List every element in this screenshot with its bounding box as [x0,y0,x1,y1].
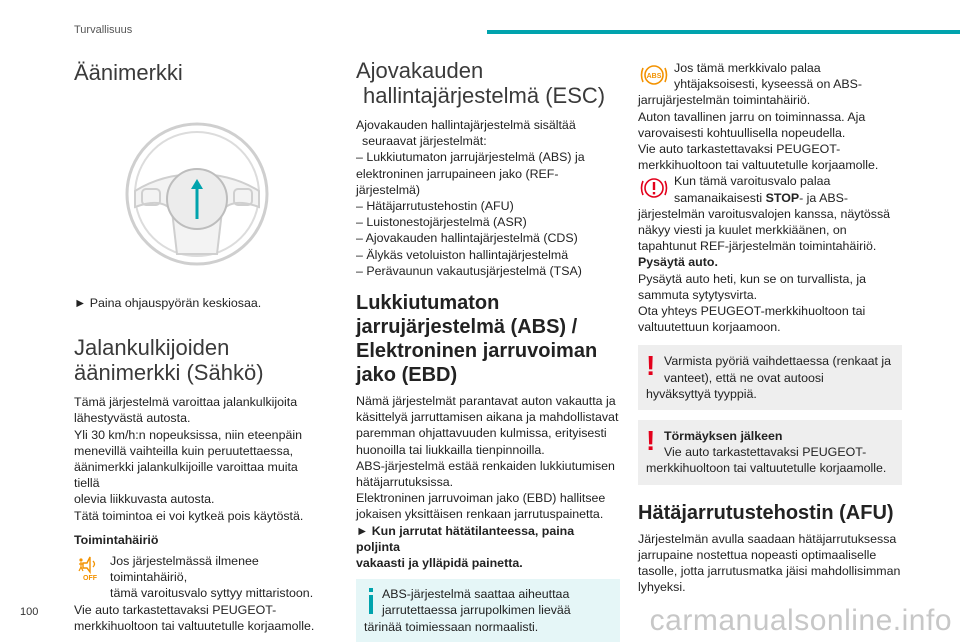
abs-ebd-title [356,291,620,387]
brake-warning-lamp-icon [638,173,670,203]
text-line: menevillä vaihteilla kuin peruutettaessa, [74,443,294,458]
text-line: tapahtunut REF-järjestelmän toimintahäiriö. [638,239,877,254]
text-line: Jos järjestelmässä ilmenee toimintahäiriö, [110,554,259,585]
text-line: Järjestelmän avulla saadaan hätäjarrutuksessa [638,531,897,546]
column-abs-warnings [638,48,902,595]
text-line: merkkihuoltoon tai valtuutetulle korjaamolle. [646,461,887,476]
text-line: jarrutettaessa jarrupolkimen lievää [382,603,571,618]
text-line: hyväksyttyä tyyppiä. [646,386,757,401]
text-line: lähestyvästä autosta. [74,411,191,426]
text-line: tärinää toimiessaan normaalisti. [364,619,539,634]
text-line [674,190,848,206]
text-fragment: samanaikaisesti [674,190,766,205]
esc-intro [356,117,620,149]
text-line: ABS-järjestelmä saattaa aiheuttaa [382,587,570,602]
text-line: jarrupaine nostettua nopeasti optimaaliselle [638,547,877,562]
horn-title: Äänimerkki [74,60,183,85]
text-line: jokaisen yksittäisen renkaan jarrutuspainetta. [356,507,604,522]
stop-car-heading: Pysäytä auto. [638,255,718,270]
text-line: järjestelmän varoitusvalojen kanssa, näytössä [638,206,891,221]
text-line: olevia liikkuvasta autosta. [74,492,215,507]
abs-warning-lamp-icon [638,60,670,90]
collision-warning-box [638,420,902,485]
emergency-braking-instruction: ► Kun jarrutat hätätilanteessa, paina poljinta [356,523,575,554]
horn-instruction: ► Paina ohjauspyörän keskiosaa. [74,296,262,310]
text-line: Vie auto tarkastettavaksi PEUGEOT- [664,445,867,460]
text-line: Ota yhteys PEUGEOT-merkkihuoltoon tai [638,304,866,319]
text-line: Vie auto tarkastettavaksi PEUGEOT- [638,142,841,157]
abs-info-box [356,579,620,642]
text-line: yhtäjaksoisesti, kyseessä on ABS- [674,77,863,92]
page-number: 100 [20,606,39,618]
text-line: tasolle, jotta jarrutusmatka jäisi mahdollisimman [638,564,901,579]
text-line: huonoilla tai liukkailla tienpinnoilla. [356,442,545,457]
collision-heading: Törmäyksen jälkeen [664,429,783,444]
text-line: Yli 30 km/h:n nopeuksissa, niin eteenpäin [74,427,302,442]
warning-exclamation-icon: ! [646,350,656,382]
malfunction-text [74,553,320,634]
text-line: lyhyeksi. [638,580,686,595]
pedestrian-horn-title-line2: äänimerkki (Sähkö) [74,360,264,386]
warning-exclamation-icon: ! [646,425,656,457]
list-item: – Älykäs vetoluiston hallintajärjestelmä [356,247,569,262]
list-item: – Hätäjarrutustehostin (AFU) [356,199,514,214]
esc-title-line1: Ajovakauden [356,58,484,83]
text-line: Elektroninen jarruvoiman jako (EBD) hallitsee [356,491,606,506]
text-line: Nämä järjestelmät parantavat auton vakautta ja [356,394,616,409]
text-line: Jos tämä merkkivalo palaa [674,61,821,75]
afu-text [638,531,902,596]
text-line: ABS-järjestelmä estää renkaiden lukkiutumisen [356,458,615,473]
text-line: Kun tämä varoitusvalo palaa [674,174,831,189]
text-line: äänimerkki jalankulkijoille varoittaa muita tiellä [74,460,298,491]
list-item: elektroninen jarrupaineen jako (REF-järjestelmä) [356,166,559,197]
text-line: merkkihuoltoon tai valtuutetulle korjaamolle. [638,158,879,173]
text-line: merkkihuoltoon tai valtuutetulle korjaamolle. [74,618,315,633]
heading-line: Elektroninen jarruvoiman [356,340,598,363]
text-line: tämä varoitusvalo syttyy mittaristoon. [110,586,314,601]
pedestrian-horn-off-icon [74,553,106,583]
heading-line: jako (EBD) [356,364,458,387]
text-line: näkyy viesti ja kuulet merkkiäänen, on [638,223,847,238]
text-line: hätäjarrutuksissa. [356,475,454,490]
text-line: varovaisesti kohtuullisella nopeudella. [638,125,846,140]
text-line: sammuta sytytysvirta. [638,287,758,302]
abs-lamp-text [638,60,902,173]
esc-title-line2: hallintajärjestelmä (ESC) [363,83,606,108]
steering-wheel-illustration [122,119,272,269]
list-item: – Luistonestojärjestelmä (ASR) [356,215,527,230]
emergency-braking-instruction-cont: vakaasti ja ylläpidä painetta. [356,556,523,571]
list-item: – Perävaunun vakautusjärjestelmä (TSA) [356,263,582,278]
text-line: Vie auto tarkastettavaksi PEUGEOT- [74,602,277,617]
text-line: valtuutettuun korjaamoon. [638,320,781,335]
abs-icon-label: ABS [646,73,662,80]
text-line: käsittelyä jarruttamisen aikana ja mahdollistavat [356,410,619,425]
text-line: Ajovakauden hallintajärjestelmä sisältää [356,118,576,132]
malfunction-heading: Toimintahäiriö [74,532,159,547]
heading-line: jarrujärjestelmä (ABS) / [356,316,578,339]
wheel-type-warning-box [638,345,902,410]
afu-title: Hätäjarrutustehostin (AFU) [638,501,894,524]
text-line: Varmista pyöriä vaihdettaessa (renkaat ja [664,354,892,369]
heading-line: Lukkiutumaton [356,292,500,315]
brake-lamp-text [638,173,902,335]
section-header: Turvallisuus [74,24,133,36]
column-horn [74,48,320,634]
esc-system-list [356,149,620,279]
stop-label: STOP [765,190,800,205]
text-line: Auton tavallinen jarru on toiminnassa. Aja [638,109,866,124]
abs-ebd-text [356,393,620,571]
text-line: paremman ohjattavuuden kulmissa, erityisesti [356,426,607,441]
list-item: – Lukkiutumaton jarrujärjestelmä (ABS) ja [356,150,585,165]
header-accent-bar [487,30,960,34]
pedestrian-horn-text [74,394,320,524]
pedestrian-horn-title-line1: Jalankulkijoiden [74,335,230,361]
text-line: seuraavat järjestelmät: [362,134,487,149]
watermark: carmanualsonline.info [649,604,952,637]
off-icon-label: OFF [83,575,97,583]
text-line: Pysäytä auto heti, kun se on turvallista, ja [638,271,866,286]
list-item: – Ajovakauden hallintajärjestelmä (CDS) [356,231,578,246]
text-fragment: - ja ABS- [799,190,848,205]
text-line: Tätä toimintoa ei voi kytkeä pois käytöstä. [74,508,304,523]
text-line: Tämä järjestelmä varoittaa jalankulkijoita [74,395,298,410]
column-esc [356,48,620,642]
text-line: vanteet), että ne ovat autoosi [664,370,824,385]
text-line: jarrujärjestelmän toimintahäiriö. [638,93,811,108]
